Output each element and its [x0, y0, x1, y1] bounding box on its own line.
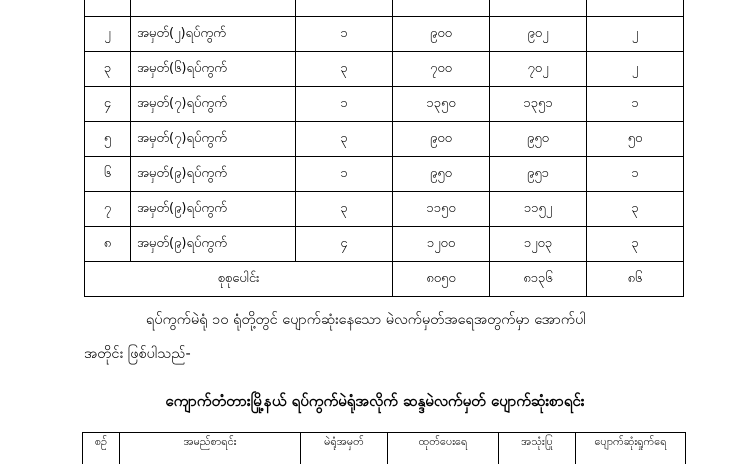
row-number: ၇	[85, 192, 131, 227]
table-row	[85, 52, 684, 87]
section-heading: ကျောက်တံတားမြို့နယ် ရပ်ကွက်မဲရုံအလိုက် ဆန္ဒမဲလက်မှတ် ပျောက်ဆုံးစာရင်း	[0, 392, 750, 414]
received-count: ၇၀၂	[490, 52, 587, 87]
table-row	[85, 0, 684, 17]
table-row	[85, 122, 684, 157]
difference-count: ၃	[587, 192, 684, 227]
received-count: ၁၃၅၁	[490, 87, 587, 122]
issued-count: ၉၀၀	[393, 17, 490, 52]
missing-ballots-table	[82, 432, 686, 464]
ward-name: အမှတ်(၉)ရပ်ကွက်	[131, 157, 296, 192]
ward-name: အမှတ်(၉)ရပ်ကွက်	[131, 227, 296, 262]
total-difference: ၈၆	[587, 262, 684, 297]
polling-count: ၃	[296, 122, 393, 157]
issued-count: ၇၀၀	[393, 52, 490, 87]
polling-count: ၁	[296, 157, 393, 192]
polling-count: ၃	[296, 192, 393, 227]
row-number: ၅	[85, 122, 131, 157]
paragraph-line-1: ရပ်ကွက်မဲရုံ ၁၀ ရုံတို့တွင် ပျောက်ဆုံးနေသော မဲလက်မှတ်အရေအတွက်မှာ အောက်ပါ	[84, 310, 684, 330]
row-number: ၈	[85, 227, 131, 262]
row-number: ၆	[85, 157, 131, 192]
ward-name: အမှတ်(၇)ရပ်ကွက်	[131, 122, 296, 157]
ward-name: အမှတ်(၉)ရပ်ကွက်	[131, 192, 296, 227]
polling-count: ၃	[296, 52, 393, 87]
issued-count: ၁၁၅၀	[393, 192, 490, 227]
total-label: စုစုပေါင်း	[85, 262, 393, 297]
difference-count: ၂	[587, 52, 684, 87]
issued-count: ၉၅၀	[393, 157, 490, 192]
table-row	[85, 227, 684, 262]
received-count: ၉၅၀	[490, 122, 587, 157]
ward-name: အမှတ်(၆)ရပ်ကွက်	[131, 52, 296, 87]
received-count: ၁၁၅၂	[490, 192, 587, 227]
header-cell: ပျောက်ဆုံးရှုက်ရေ	[576, 433, 686, 464]
polling-count: ၁	[296, 17, 393, 52]
difference-count: ၂	[587, 17, 684, 52]
polling-count: ၁	[296, 87, 393, 122]
ward-name: အမှတ်(၂)ရပ်ကွက်	[131, 17, 296, 52]
header-cell: အသုံးပြု	[499, 433, 576, 464]
total-received: ၈၁၃၆	[490, 262, 587, 297]
issued-count: ၉၀၀	[393, 122, 490, 157]
header-cell: စဉ်	[83, 433, 120, 464]
table-row	[85, 192, 684, 227]
table-row	[85, 17, 684, 52]
difference-count: ၅၀	[587, 122, 684, 157]
total-row	[85, 262, 684, 297]
row-number: ၄	[85, 87, 131, 122]
issued-count: ၁၃၅၀	[393, 87, 490, 122]
header-cell: မဲရုံအမှတ်	[301, 433, 388, 464]
difference-count: ၁	[587, 87, 684, 122]
received-count: ၉၀၂	[490, 17, 587, 52]
table-header-row	[83, 433, 686, 464]
received-count: ၉၅၁	[490, 157, 587, 192]
ward-name: အမှတ်(၇)ရပ်ကွက်	[131, 87, 296, 122]
header-cell: အမည်စာရင်း	[120, 433, 301, 464]
row-number: ၂	[85, 17, 131, 52]
paragraph-line-2: အတိုင်း ဖြစ်ပါသည်-	[84, 344, 684, 364]
issued-count: ၁၂၀၀	[393, 227, 490, 262]
total-issued: ၈၀၅၀	[393, 262, 490, 297]
row-number: ၃	[85, 52, 131, 87]
header-cell: ထုတ်ပေးရေ	[388, 433, 499, 464]
received-count: ၁၂၀၃	[490, 227, 587, 262]
difference-count: ၁	[587, 157, 684, 192]
ballot-count-table	[84, 0, 684, 297]
difference-count: ၃	[587, 227, 684, 262]
table-row	[85, 157, 684, 192]
polling-count: ၄	[296, 227, 393, 262]
table-row	[85, 87, 684, 122]
